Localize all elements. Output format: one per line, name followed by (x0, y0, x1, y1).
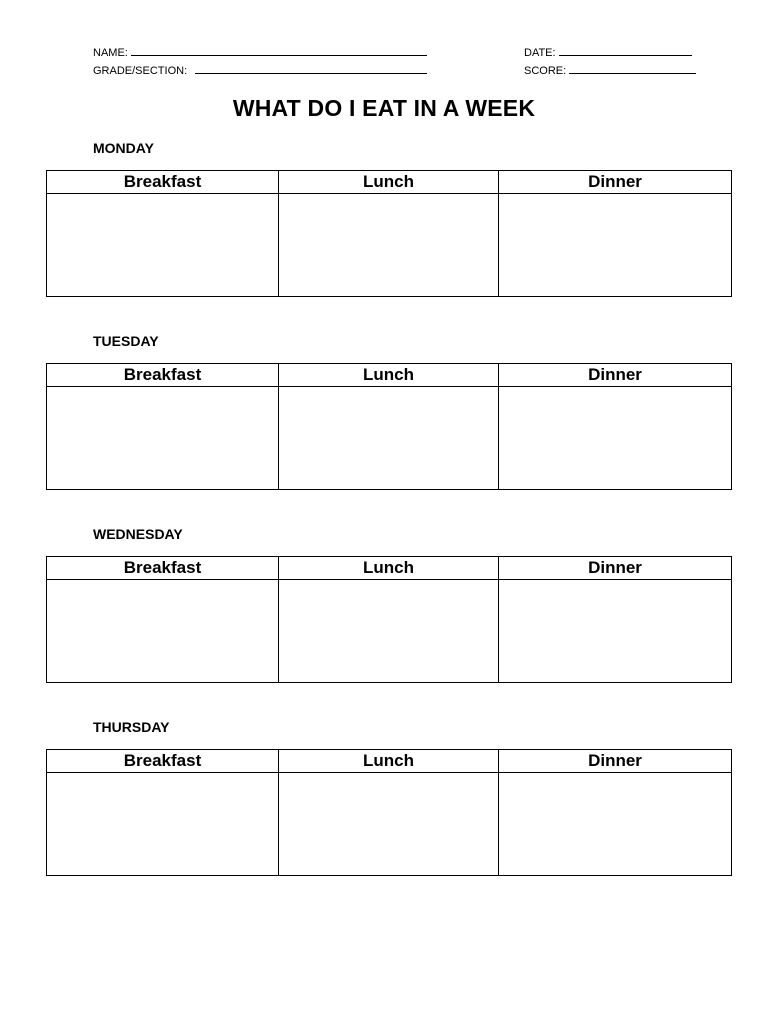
dinner-entry-cell[interactable] (499, 387, 732, 490)
meal-table-monday (46, 170, 732, 297)
breakfast-entry-cell[interactable] (47, 387, 279, 490)
dinner-entry-cell[interactable] (499, 194, 732, 297)
meal-table-thursday (46, 749, 732, 876)
column-header-lunch: Lunch (279, 171, 499, 194)
day-label-thursday: THURSDAY (93, 719, 170, 735)
dinner-entry-cell[interactable] (499, 773, 732, 876)
meal-table-wednesday (46, 556, 732, 683)
day-label-tuesday: TUESDAY (93, 333, 159, 349)
column-header-dinner: Dinner (499, 171, 732, 194)
meal-table-tuesday (46, 363, 732, 490)
date-field (524, 44, 692, 60)
name-input-line[interactable] (131, 44, 427, 56)
day-label-monday: MONDAY (93, 140, 154, 156)
breakfast-entry-cell[interactable] (47, 580, 279, 683)
lunch-entry-cell[interactable] (279, 387, 499, 490)
column-header-lunch: Lunch (279, 750, 499, 773)
breakfast-entry-cell[interactable] (47, 194, 279, 297)
column-header-dinner: Dinner (499, 364, 732, 387)
grade-section-input-line[interactable] (195, 62, 427, 74)
column-header-breakfast: Breakfast (47, 364, 279, 387)
page-title: WHAT DO I EAT IN A WEEK (232, 95, 536, 121)
lunch-entry-cell[interactable] (279, 580, 499, 683)
grade-section-label: GRADE/SECTION: (93, 65, 188, 77)
column-header-dinner: Dinner (499, 750, 732, 773)
dinner-entry-cell[interactable] (499, 580, 732, 683)
score-input-line[interactable] (569, 62, 696, 74)
column-header-dinner: Dinner (499, 557, 732, 580)
column-header-lunch: Lunch (279, 557, 499, 580)
lunch-entry-cell[interactable] (279, 773, 499, 876)
date-input-line[interactable] (559, 44, 692, 56)
score-field (524, 62, 696, 78)
column-header-breakfast: Breakfast (47, 171, 279, 194)
breakfast-entry-cell[interactable] (47, 773, 279, 876)
score-label: SCORE: (524, 65, 567, 77)
day-label-wednesday: WEDNESDAY (93, 526, 183, 542)
column-header-breakfast: Breakfast (47, 750, 279, 773)
column-header-breakfast: Breakfast (47, 557, 279, 580)
column-header-lunch: Lunch (279, 364, 499, 387)
grade-section-field (93, 62, 427, 78)
date-label: DATE: (524, 47, 556, 59)
lunch-entry-cell[interactable] (279, 194, 499, 297)
name-label: NAME: (93, 47, 128, 59)
name-field (93, 44, 427, 60)
